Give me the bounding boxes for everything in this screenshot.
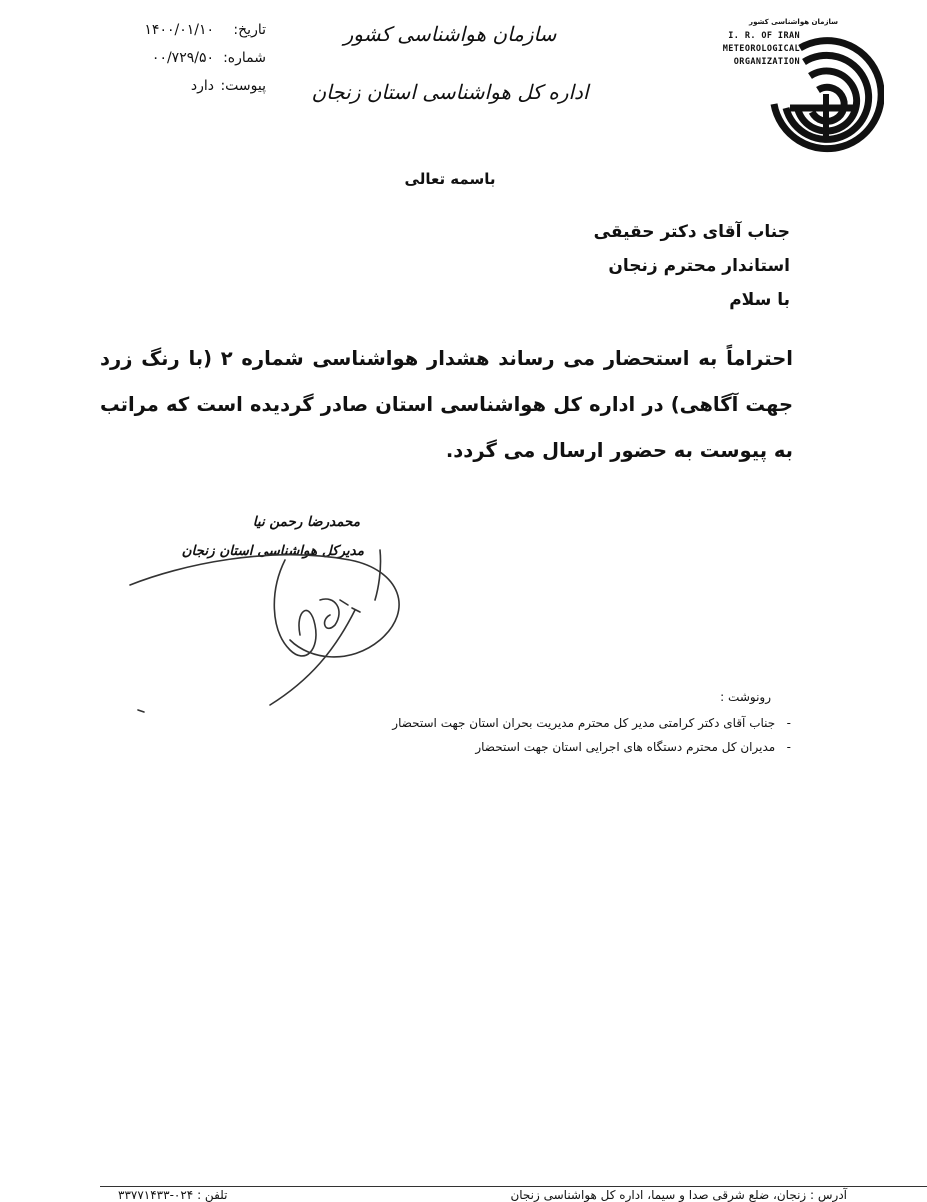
attachment-value: دارد (190, 78, 214, 94)
logo-english-line: ORGANIZATION (733, 57, 800, 67)
logo-english-line: I. R. OF IRAN (728, 31, 800, 41)
date-label: تاریخ: (233, 22, 266, 38)
addressee-name: جناب آقای دکتر حقیقی (593, 222, 790, 242)
signatory-name: محمدرضا رحمن نیا (252, 514, 360, 530)
spiral-emblem-icon (764, 24, 884, 160)
addressee-title: استاندار محترم زنجان (608, 256, 790, 276)
logo-persian-text: سازمان هواشناسی کشور (749, 18, 838, 26)
letter-body: احتراماً به استحضار می رساند هشدار هواشناسی شماره ۲ (با رنگ زرد جهت آگاهی) در اداره کل هواشناسی استان صادر گردیده است که مراتب به پیوست به حضور ارسال می گردد. (100, 347, 793, 462)
organization-title: سازمان هواشناسی کشور (343, 22, 557, 46)
attachment-label: پیوست: (220, 78, 266, 94)
number-label: شماره: (223, 50, 266, 66)
organization-logo (698, 10, 886, 160)
footer-divider (100, 1186, 927, 1187)
department-title: اداره کل هواشناسی استان زنجان (311, 80, 589, 104)
cc-item (392, 716, 791, 730)
greeting: با سلام (729, 290, 790, 310)
footer-address: آدرس : زنجان، ضلع شرقی صدا و سیما، اداره کل هواشناسی زنجان (510, 1188, 847, 1202)
cc-bullet: - (786, 740, 791, 754)
cc-item (475, 740, 791, 754)
signatory-title: مدیرکل هواشناسی استان زنجان (181, 543, 364, 559)
bismillah-heading: باسمه تعالی (404, 170, 496, 188)
date-value: ۱۴۰۰/۰۱/۱۰ (144, 22, 214, 38)
cc-item-text: مدیران کل محترم دستگاه های اجرایی استان جهت استحضار (475, 740, 776, 754)
footer-phone-label: تلفن : (197, 1188, 228, 1202)
cc-bullet: - (786, 716, 791, 730)
logo-english-line: METEOROLOGICAL (722, 44, 800, 54)
cc-item-text: جناب آقای دکتر کرامتی مدیر کل محترم مدیریت بحران استان جهت استحضار (392, 716, 776, 730)
cc-title: رونوشت : (720, 690, 771, 704)
handwritten-signature (120, 540, 420, 730)
footer-phone-value: ۰۲۴-۳۳۷۷۱۴۳۳ (118, 1188, 194, 1202)
number-value: ۰۰/۷۲۹/۵۰ (151, 50, 214, 66)
